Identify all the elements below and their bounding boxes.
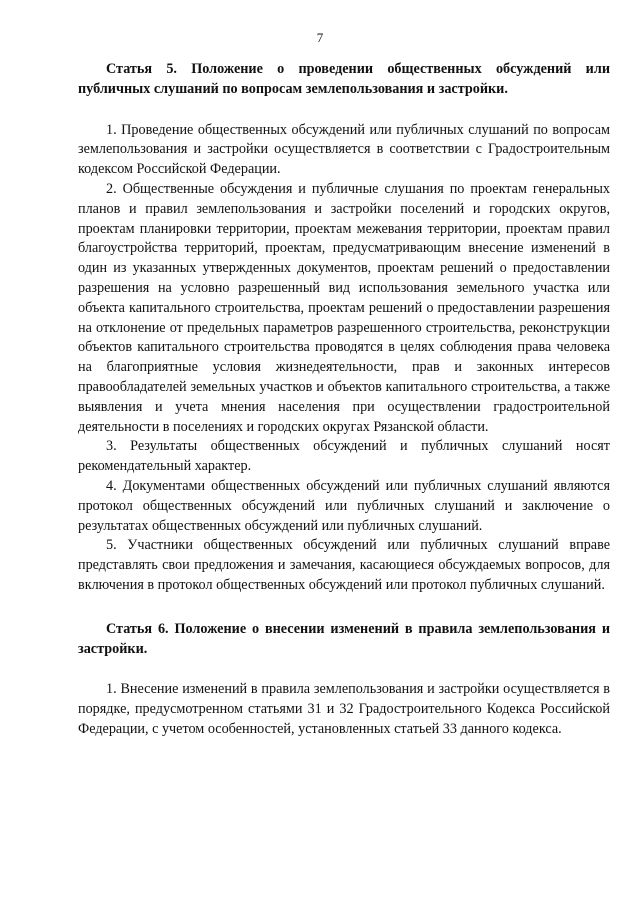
page-number: 7 xyxy=(316,30,324,45)
article-5-paragraph-3: 3. Результаты общественных обсуждений и публичных слушаний носят рекомендательный характер. xyxy=(78,438,610,475)
article-6-paragraph-1: 1. Внесение изменений в правила землепользования и застройки осуществляется в порядке, предусмотренном статьями 31 и 32 Градостроительного Кодекса Российской Федерации, с учетом особенностей, установленных статьей 33 данного кодекса. xyxy=(78,681,610,737)
spacer xyxy=(78,659,610,680)
article-5-paragraph-5: 5. Участники общественных обсуждений или публичных слушаний вправе представлять свои предложения и замечания, касающиеся обсуждаемых вопросов, для включения в протокол общественных обсуждений или протокол публичных слушаний. xyxy=(78,537,610,593)
spacer xyxy=(78,100,610,121)
article-6-heading: Статья 6. Положение о внесении изменений в правила землепользования и застройки. xyxy=(78,620,610,657)
article-5-paragraph-2: 2. Общественные обсуждения и публичные слушания по проектам генеральных планов и правил землепользования и застройки поселений и городских округов, проектам планировки территории, проектам межевания территории, проектам правил благоустройства территорий, проектам, предусматривающим внесение изменений в один из указанных утвержденных документов, проектам решений о предоставлении разрешения на условно разрешенный вид использования земельного участка или объекта капитального строительства, проектам решений о предоставлении разрешения на отклонение от предельных параметров разрешенного строительства, реконструкции объектов капитального строительства проводятся в целях соблюдения права человека на благоприятные условия жизнедеятельности, прав и законных интересов правообладателей земельных участков и объектов капитального строительства, а также выявления и учета мнения населения при осуществлении градостроительной деятельности в поселениях и городских округах Рязанской области. xyxy=(78,180,610,435)
article-5-paragraph-1: 1. Проведение общественных обсуждений или публичных слушаний по вопросам землепользования и застройки осуществляется в соответствии с Градостроительным кодексом Российской Федерации. xyxy=(78,121,610,178)
article-5-heading: Статья 5. Положение о проведении общественных обсуждений или публичных слушаний по вопросам землепользования и застройки. xyxy=(78,61,610,97)
spacer xyxy=(78,596,610,620)
article-5-paragraph-4: 4. Документами общественных обсуждений или публичных слушаний являются протокол общественных обсуждений или публичных слушаний и заключение о результатах общественных обсуждений или публичных слушаний. xyxy=(78,477,610,534)
document-body xyxy=(78,60,610,740)
